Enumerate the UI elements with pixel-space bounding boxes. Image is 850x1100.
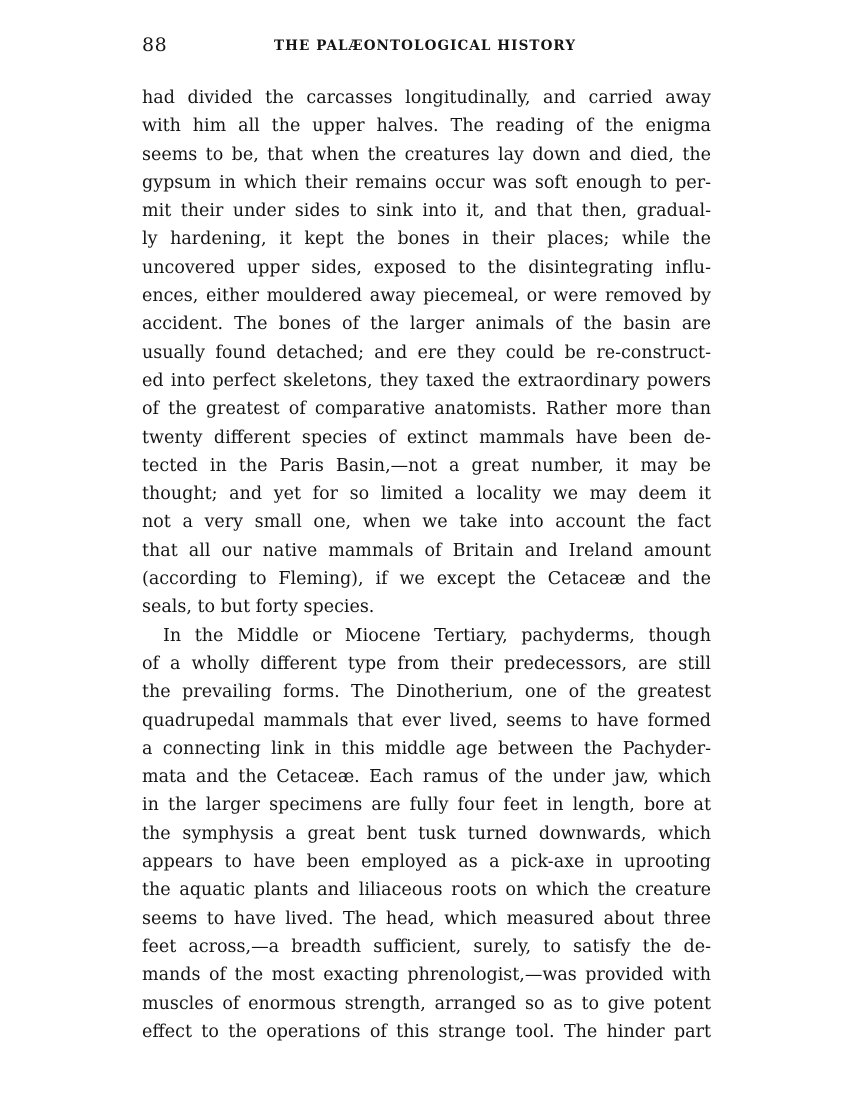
text-line: ed into perfect skeletons, they taxed the extraordinary powers xyxy=(142,370,711,391)
text-line: not a very small one, when we take into account the fact xyxy=(142,512,711,533)
text-line: mands of the most exacting phrenologist,—was provided with xyxy=(142,965,711,986)
text-line: of the greatest of comparative anatomists. Rather more than xyxy=(142,399,711,420)
text-line: that all our native mammals of Britain and Ireland amount xyxy=(142,540,711,561)
text-line: seals, to but forty species. xyxy=(142,597,375,618)
text-line: the symphysis a great bent tusk turned downwards, which xyxy=(142,823,711,844)
text-line: (according to Fleming), if we except the Cetaceæ and the xyxy=(142,569,711,590)
text-line: effect to the operations of this strange tool. The hinder part xyxy=(142,1021,711,1042)
text-line: ly hardening, it kept the bones in their places; while the xyxy=(142,229,711,250)
text-line: gypsum in which their remains occur was soft enough to per- xyxy=(142,172,711,193)
text-line: mata and the Cetaceæ. Each ramus of the under jaw, which xyxy=(142,767,711,788)
text-line: tected in the Paris Basin,—not a great number, it may be xyxy=(142,455,711,476)
text-line: had divided the carcasses longitudinally, and carried away xyxy=(142,88,711,108)
text-line: accident. The bones of the larger animals of the basin are xyxy=(142,314,711,335)
text-line: feet across,—a breadth sufficient, surely, to satisfy the de- xyxy=(142,936,711,957)
text-line: of a wholly different type from their predecessors, are still xyxy=(142,653,711,674)
text-line: usually found detached; and ere they could be re-construct- xyxy=(142,342,711,363)
text-line: quadrupedal mammals that ever lived, seems to have formed xyxy=(142,710,711,731)
text-line: the aquatic plants and liliaceous roots on which the creature xyxy=(142,880,711,901)
text-line: appears to have been employed as a pick-axe in uprooting xyxy=(142,852,711,873)
text-line: muscles of enormous strength, arranged so as to give potent xyxy=(142,993,711,1014)
text-line: in the larger specimens are fully four feet in length, bore at xyxy=(142,795,711,816)
body-text xyxy=(142,84,711,1046)
text-line: mit their under sides to sink into it, and that then, gradual- xyxy=(142,201,711,222)
text-line: thought; and yet for so limited a locality we may deem it xyxy=(142,484,711,505)
text-line: seems to be, that when the creatures lay down and died, the xyxy=(142,144,711,165)
text-line: seems to have lived. The head, which measured about three xyxy=(142,908,711,929)
text-line: ences, either mouldered away piecemeal, or were removed by xyxy=(142,286,711,307)
text-line: uncovered upper sides, exposed to the disintegrating influ- xyxy=(142,257,711,278)
page-number: 88 xyxy=(142,34,168,56)
text-line: the prevailing forms. The Dinotherium, one of the greatest xyxy=(142,682,711,703)
running-header xyxy=(142,33,712,57)
text-line: with him all the upper halves. The reading of the enigma xyxy=(142,116,711,137)
text-line: twenty different species of extinct mammals have been de- xyxy=(142,427,711,448)
running-title: THE PALÆONTOLOGICAL HISTORY xyxy=(274,38,577,54)
text-line: a connecting link in this middle age between the Pachyder- xyxy=(142,738,711,759)
paragraph-first-line: In the Middle or Miocene Tertiary, pachyderms, though xyxy=(163,625,711,646)
